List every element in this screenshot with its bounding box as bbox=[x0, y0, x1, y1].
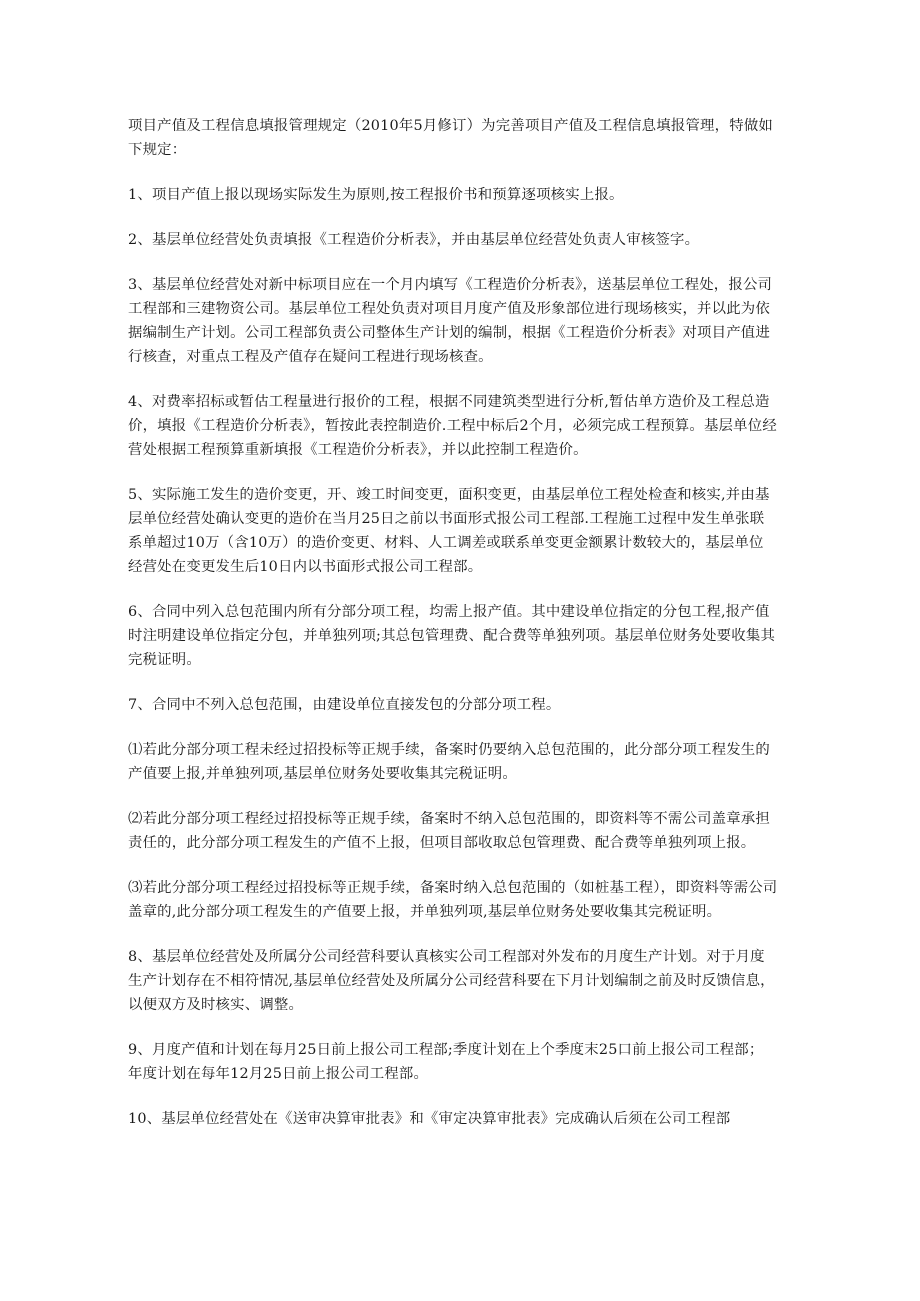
clause-9: 9、月度产值和计划在每月25日前上报公司工程部;季度计划在上个季度末25口前上报公司工程部；年度计划在每年12月25日前上报公司工程部。 bbox=[128, 1042, 764, 1082]
clause-5: 5、实际施工发生的造价变更，开、竣工时间变更，面积变更，由基层单位工程处检查和核实,并由基层单位经营处确认变更的造价在当月25日之前以书面形式报公司工程部.工程施工过程中发生单张联系单超过10万（含10万）的造价变更、材料、人工调差或联系单变更金额累计数较大的，基层单位经营处在变更发生后10日内以书面形式报公司工程部。 bbox=[128, 487, 770, 575]
clause-10: 10、基层单位经营处在《送审决算审批表》和《审定决算审批表》完成确认后须在公司工程部 bbox=[128, 1111, 731, 1127]
clause-7-sub-1: ⑴若此分部分项工程未经过招投标等正规手续，备案时仍要纳入总包范围的，此分部分项工程发生的产值要上报,并单独列项,基层单位财务处要收集其完税证明。 bbox=[128, 742, 770, 782]
clause-7-sub-3: ⑶若此分部分项工程经过招投标等正规手续，备案时纳入总包范围的（如桩基工程），即资料等需公司盖章的,此分部分项工程发生的产值要上报，并单独列项,基层单位财务处要收集其完税证明。 bbox=[128, 880, 778, 920]
clause-8: 8、基层单位经营处及所属分公司经营科要认真核实公司工程部对外发布的月度生产计划。对于月度生产计划存在不相符情况,基层单位经营处及所属分公司经营科要在下月计划编制之前及时反馈信息，以便双方及时核实、调整。 bbox=[128, 949, 775, 1013]
clause-3: 3、基层单位经营处对新中标项目应在一个月内填写《工程造价分析表》，送基层单位工程处，报公司工程部和三建物资公司。基层单位工程处负责对项目月度产值及形象部位进行现场核实，并以此为依据编制生产计划。公司工程部负责公司整体生产计划的编制，根据《工程造价分析表》对项目产值进行核查，对重点工程及产值存在疑问工程进行现场核查。 bbox=[128, 277, 773, 365]
document-body bbox=[128, 114, 778, 1152]
clause-7-sub-2: ⑵若此分部分项工程经过招投标等正规手续，备案时不纳入总包范围的，即资料等不需公司盖章承担责任的，此分部分项工程发生的产值不上报，但项目部收取总包管理费、配合费等单独列项上报。 bbox=[128, 811, 770, 851]
clause-4: 4、对费率招标或暂估工程量进行报价的工程，根据不同建筑类型进行分析,暂估单方造价及工程总造价，填报《工程造价分析表》，暂按此表控制造价.工程中标后2个月，必须完成工程预算。基层单位经营处根据工程预算重新填报《工程造价分析表》，并以此控制工程造价。 bbox=[128, 394, 777, 458]
clause-7: 7、合同中不列入总包范围，由建设单位直接发包的分部分项工程。 bbox=[128, 697, 561, 713]
clause-1: 1、项目产值上报以现场实际发生为原则,按工程报价书和预算逐项核实上报。 bbox=[128, 187, 624, 203]
clause-6: 6、合同中列入总包范围内所有分部分项工程，均需上报产值。其中建设单位指定的分包工程,报产值时注明建设单位指定分包，并单独列项;其总包管理费、配合费等单独列项。基层单位财务处要收集其完税证明。 bbox=[128, 604, 776, 668]
clause-2: 2、基层单位经营处负责填报《工程造价分析表》，并由基层单位经营处负责人审核签字。 bbox=[128, 232, 700, 248]
intro-paragraph: 项目产值及工程信息填报管理规定（2010年5月修订）为完善项目产值及工程信息填报管理，特做如下规定： bbox=[128, 118, 773, 158]
